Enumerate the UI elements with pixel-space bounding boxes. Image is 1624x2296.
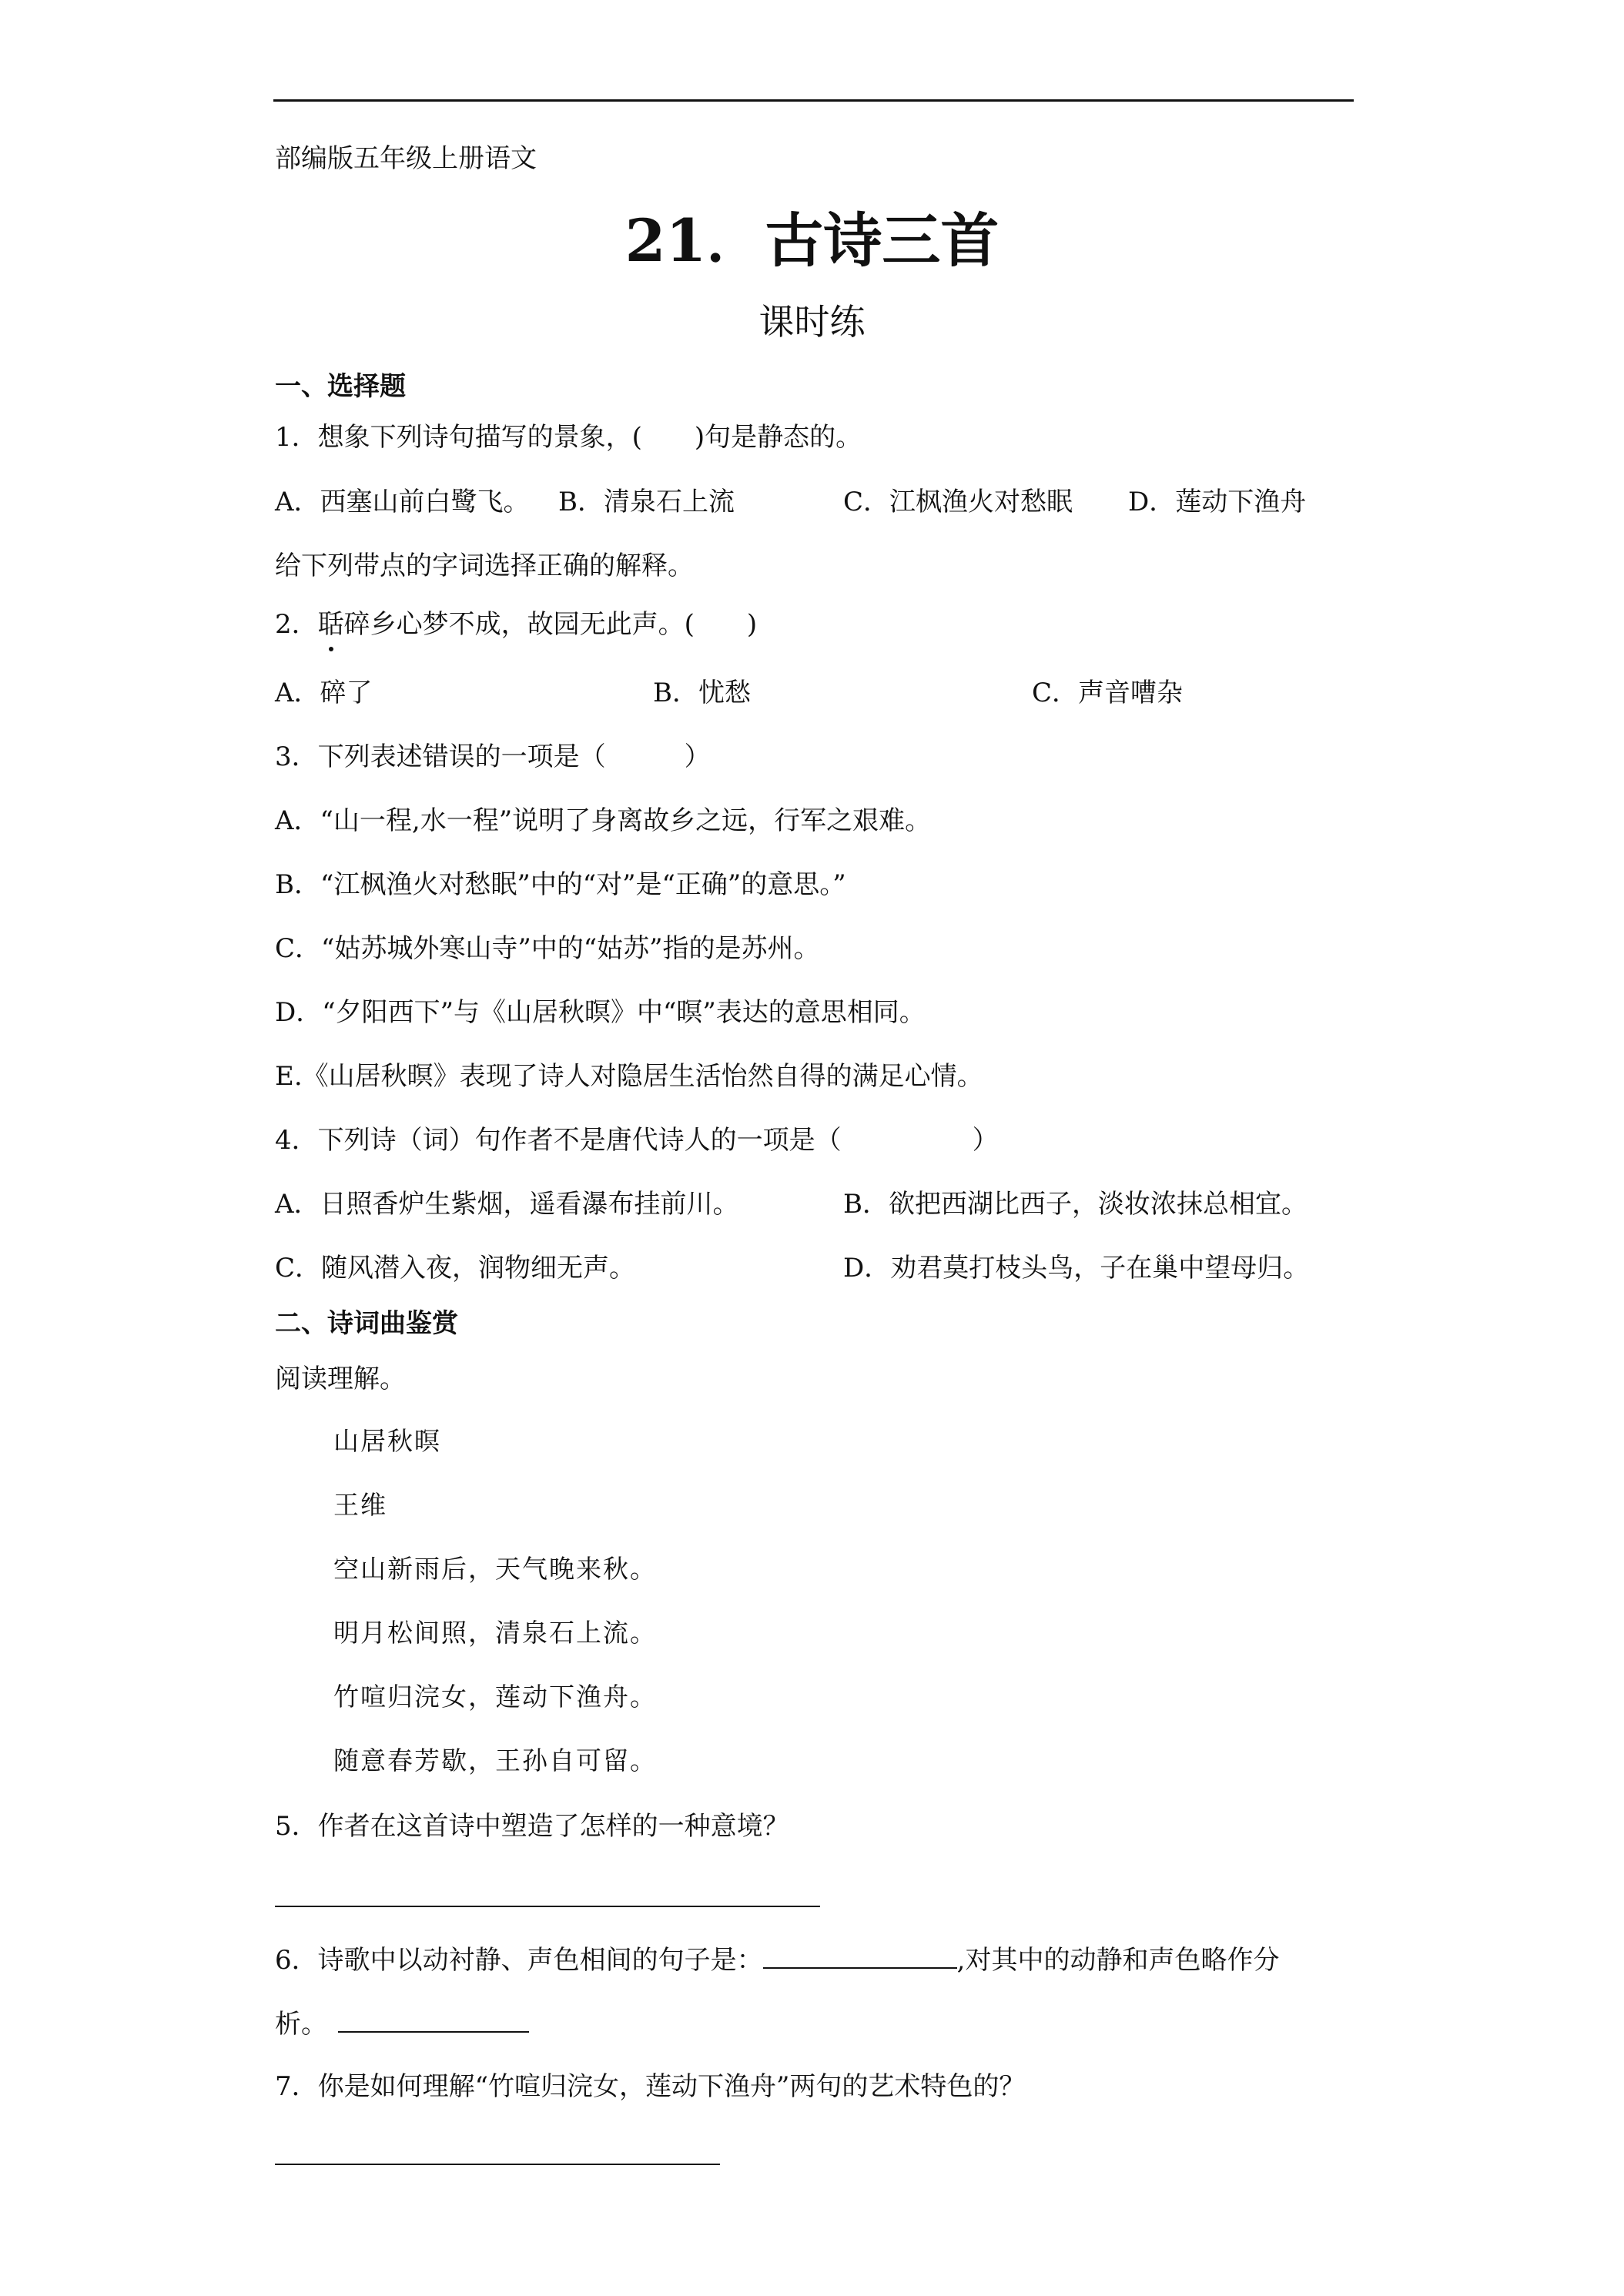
q3-option-e: E.《山居秋暝》表现了诗人对隐居生活怡然自得的满足心情。 bbox=[275, 1061, 983, 1092]
section-heading-poetry: 二、诗词曲鉴赏 bbox=[275, 1308, 458, 1339]
reading-instruction: 阅读理解。 bbox=[275, 1364, 406, 1394]
page-title: 21．古诗三首 bbox=[624, 206, 1000, 275]
book-header: 部编版五年级上册语文 bbox=[275, 143, 537, 174]
q2-option-c: C．声音嘈杂 bbox=[1032, 678, 1184, 708]
q3-option-a: A．“山一程,水一程”说明了身离故乡之远，行军之艰难。 bbox=[275, 805, 932, 836]
q6-part3: 析。 bbox=[275, 2009, 327, 2040]
q3-option-c: C．“姑苏城外寒山寺”中的“姑苏”指的是苏州。 bbox=[275, 933, 820, 964]
q5-answer-line[interactable] bbox=[275, 1906, 820, 1907]
q3-option-b: B．“江枫渔火对愁眠”中的“对”是“正确”的意思。” bbox=[275, 869, 846, 900]
q2-option-b: B．忧愁 bbox=[653, 678, 751, 708]
q4-option-d: D．劝君莫打枝头鸟，子在巢中望母归。 bbox=[843, 1253, 1310, 1284]
question-4-stem: 4．下列诗（词）句作者不是唐代诗人的一项是（ ） bbox=[275, 1125, 999, 1156]
q2-rest: 碎乡心梦不成，故园无此声。( ) bbox=[343, 609, 758, 640]
q7-answer-line[interactable] bbox=[275, 2164, 720, 2165]
q6-blank-2[interactable] bbox=[338, 2005, 529, 2033]
q6-part1: 6．诗歌中以动衬静、声色相间的句子是： bbox=[275, 1945, 763, 1976]
poem-title: 山居秋暝 bbox=[333, 1426, 441, 1456]
q6-blank-1[interactable] bbox=[763, 1941, 957, 1969]
q4-option-a: A．日照香炉生紫烟，遥看瀑布挂前川。 bbox=[275, 1189, 739, 1220]
question-6-line1 bbox=[275, 1939, 1279, 1976]
q3-option-d: D．“夕阳西下”与《山居秋暝》中“暝”表达的意思相同。 bbox=[275, 997, 926, 1028]
poem-line: 竹喧归浣女，莲动下渔舟。 bbox=[333, 1682, 657, 1712]
poem-line: 随意春芳歇，王孙自可留。 bbox=[333, 1745, 657, 1776]
question-2-stem bbox=[275, 603, 757, 641]
question-3-stem: 3．下列表述错误的一项是（ ） bbox=[275, 741, 711, 772]
q4-option-c: C．随风潜入夜，润物细无声。 bbox=[275, 1253, 636, 1284]
q2-option-a: A．碎了 bbox=[275, 678, 373, 708]
q1-option-b: B．清泉石上流 bbox=[558, 487, 735, 517]
question-7-stem: 7．你是如何理解“竹喧归浣女，莲动下渔舟”两句的艺术特色的？ bbox=[275, 2071, 1026, 2102]
q1-option-c: C．江枫渔火对愁眠 bbox=[843, 487, 1073, 517]
page-subtitle: 课时练 bbox=[758, 301, 866, 343]
q1-option-d: D．莲动下渔舟 bbox=[1128, 487, 1307, 517]
poem-line: 空山新雨后，天气晚来秋。 bbox=[333, 1554, 657, 1584]
header-rule bbox=[273, 99, 1354, 102]
poem-line: 明月松间照，清泉石上流。 bbox=[333, 1618, 657, 1648]
poem-author: 王维 bbox=[333, 1490, 387, 1520]
q2-number: 2． bbox=[275, 609, 318, 640]
q6-part2: ,对其中的动静和声色略作分 bbox=[956, 1945, 1280, 1976]
q4-option-b: B．欲把西湖比西子，淡妆浓抹总相宜。 bbox=[843, 1189, 1308, 1220]
question-1-stem: 1．想象下列诗句描写的景象，( )句是静态的。 bbox=[275, 422, 862, 453]
question-6-line2 bbox=[275, 2003, 529, 2040]
section-heading-choice: 一、选择题 bbox=[275, 371, 406, 402]
q2-dotted-char: 聒 bbox=[318, 603, 344, 641]
question-5-stem: 5．作者在这首诗中塑造了怎样的一种意境？ bbox=[275, 1811, 789, 1842]
q1-option-a: A．西塞山前白鹭飞。 bbox=[275, 487, 530, 517]
instruction-text: 给下列带点的字词选择正确的解释。 bbox=[275, 551, 694, 581]
